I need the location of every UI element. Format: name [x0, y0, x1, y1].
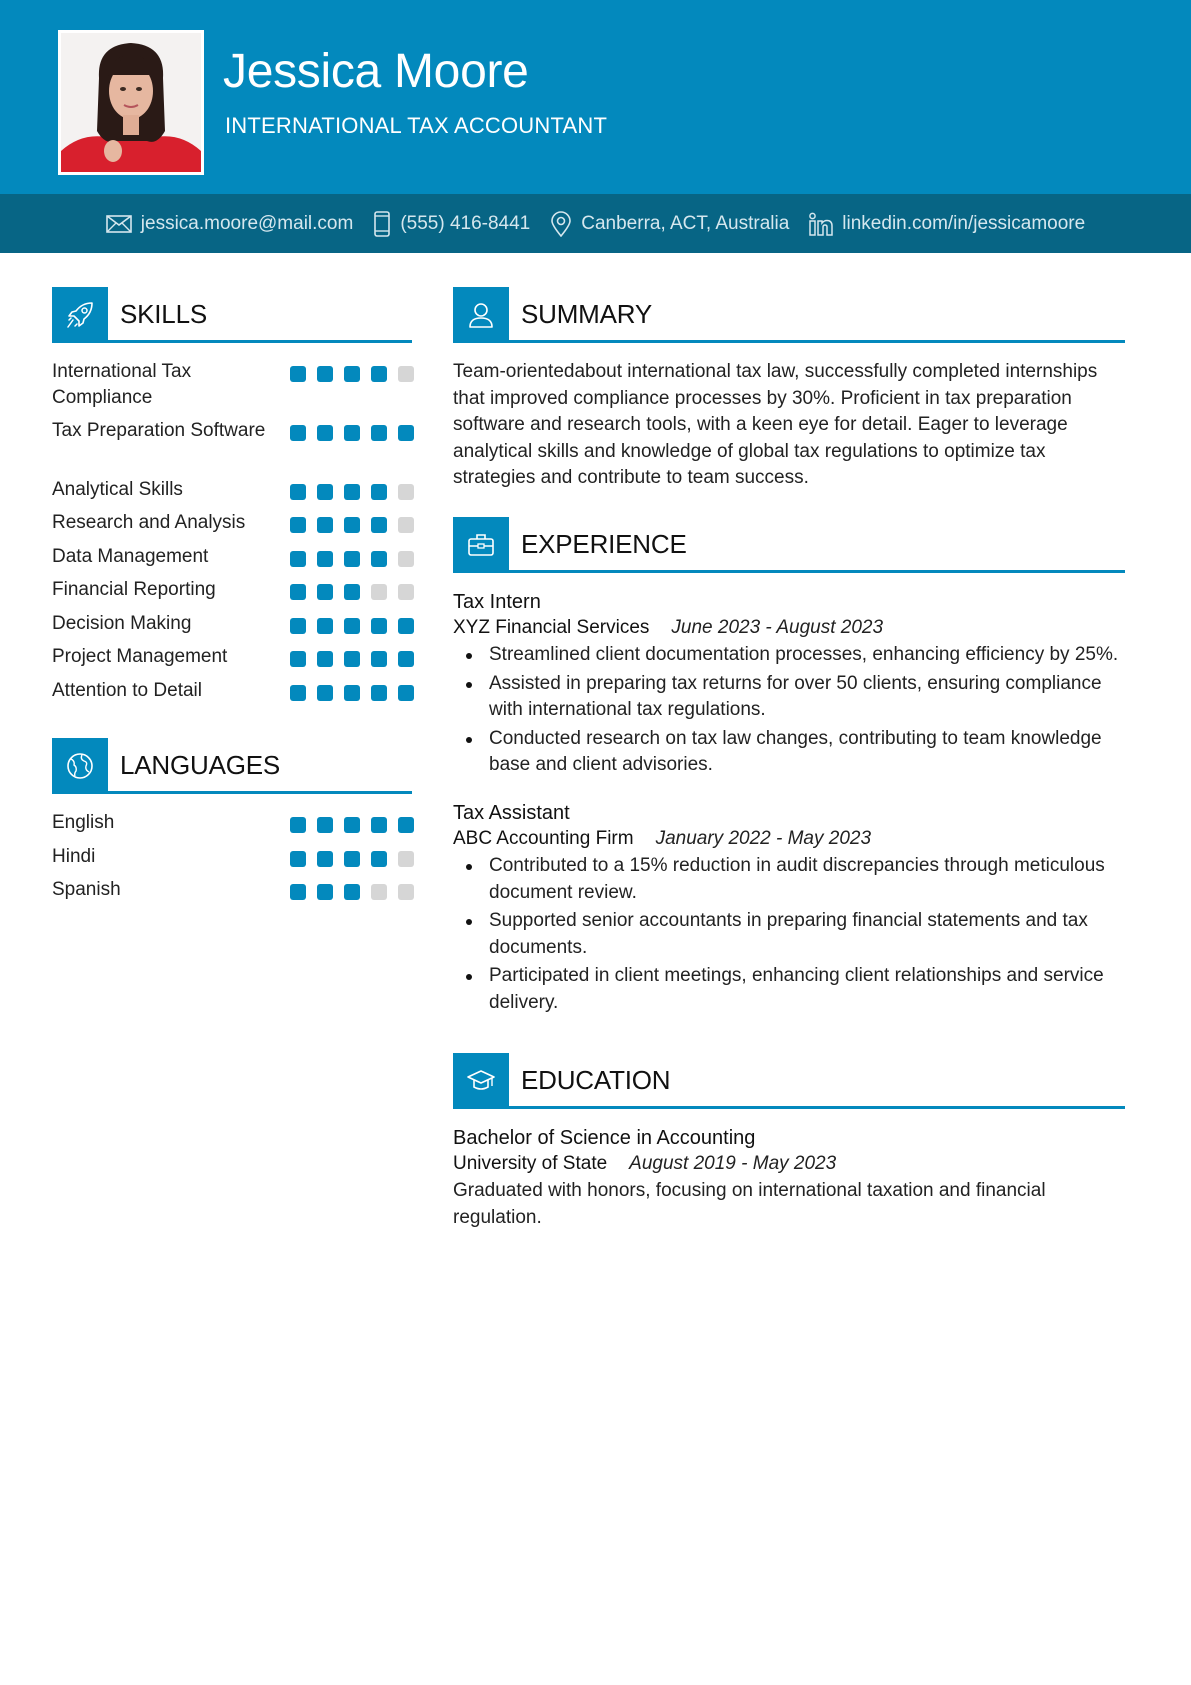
rating-dot-filled	[290, 851, 306, 867]
rating-dot-filled	[344, 551, 360, 567]
linkedin-icon	[809, 212, 833, 236]
job-dates: January 2022 - May 2023	[655, 828, 872, 849]
contact-location-text: Canberra, ACT, Australia	[581, 212, 790, 234]
rocket-icon	[65, 300, 95, 330]
rating-dot-filled	[398, 651, 414, 667]
skills-section-header	[52, 287, 412, 343]
rating-dot-filled	[290, 651, 306, 667]
skill-label: Tax Preparation Software	[52, 420, 266, 441]
contact-email[interactable]	[106, 213, 354, 235]
rating-dot-filled	[344, 584, 360, 600]
job-title: Tax Intern	[453, 591, 541, 613]
globe-icon	[65, 751, 95, 781]
envelope-icon	[106, 215, 132, 233]
rating-dot-filled	[398, 425, 414, 441]
rating-dot-empty	[371, 884, 387, 900]
rating-dot-filled	[317, 618, 333, 634]
skill-row	[52, 678, 414, 704]
job-bullet: Conducted research on tax law changes, contributing to team knowledge base and client advisories.	[453, 726, 1133, 779]
rating-dot-empty	[398, 584, 414, 600]
skill-rating	[290, 425, 414, 441]
skill-rating	[290, 584, 414, 600]
resume-header	[0, 0, 1191, 194]
candidate-name: Jessica Moore	[223, 45, 529, 98]
education-dates: August 2019 - May 2023	[629, 1153, 837, 1174]
job-bullet: Contributed to a 15% reduction in audit discrepancies through meticulous document review.	[453, 853, 1133, 906]
rating-dot-filled	[290, 484, 306, 500]
rating-dot-filled	[317, 884, 333, 900]
skill-row	[52, 418, 414, 444]
rating-dot-filled	[371, 551, 387, 567]
education-section-header	[453, 1053, 1125, 1109]
experience-icon-box	[453, 517, 509, 573]
skill-label: Attention to Detail	[52, 680, 202, 701]
languages-icon-box	[52, 738, 108, 794]
rating-dot-filled	[317, 685, 333, 701]
rating-dot-filled	[398, 817, 414, 833]
rating-dot-filled	[317, 517, 333, 533]
graduation-cap-icon	[466, 1066, 496, 1096]
rating-dot-filled	[290, 884, 306, 900]
education-meta	[453, 1153, 836, 1175]
education-description: Graduated with honors, focusing on international taxation and financial regulation.	[453, 1180, 1046, 1228]
rating-dot-filled	[317, 651, 333, 667]
rating-dot-filled	[344, 366, 360, 382]
language-row	[52, 877, 414, 903]
rating-dot-empty	[398, 851, 414, 867]
summary-section-header	[453, 287, 1125, 343]
education-degree: Bachelor of Science in Accounting	[453, 1127, 756, 1149]
rating-dot-filled	[290, 584, 306, 600]
skill-rating	[290, 685, 414, 701]
languages-section-header	[52, 738, 412, 794]
rating-dot-filled	[371, 517, 387, 533]
rating-dot-filled	[398, 685, 414, 701]
rating-dot-filled	[344, 425, 360, 441]
rating-dot-filled	[290, 618, 306, 634]
rating-dot-filled	[371, 618, 387, 634]
contact-location	[550, 211, 789, 237]
rating-dot-filled	[344, 685, 360, 701]
education-heading: EDUCATION	[521, 1065, 671, 1095]
job-bullet: Supported senior accountants in preparing financial statements and tax documents.	[453, 908, 1133, 961]
rating-dot-filled	[290, 366, 306, 382]
experience-section-header	[453, 517, 1125, 573]
map-pin-icon	[550, 211, 572, 237]
contact-phone[interactable]	[373, 211, 530, 237]
rating-dot-filled	[371, 366, 387, 382]
rating-dot-empty	[371, 584, 387, 600]
job-meta	[453, 617, 883, 639]
skills-heading: SKILLS	[120, 299, 207, 329]
skill-rating	[290, 484, 414, 500]
experience-heading: EXPERIENCE	[521, 529, 687, 559]
rating-dot-empty	[398, 366, 414, 382]
job-company: XYZ Financial Services	[453, 617, 650, 638]
rating-dot-filled	[317, 817, 333, 833]
rating-dot-filled	[344, 651, 360, 667]
rating-dot-filled	[371, 425, 387, 441]
skill-label: Research and Analysis	[52, 512, 246, 533]
rating-dot-filled	[398, 618, 414, 634]
rating-dot-filled	[344, 517, 360, 533]
language-rating	[290, 817, 414, 833]
skill-row	[52, 644, 414, 670]
skill-row	[52, 359, 414, 411]
rating-dot-empty	[398, 551, 414, 567]
rating-dot-filled	[290, 817, 306, 833]
job-dates: June 2023 - August 2023	[671, 617, 884, 638]
skill-label: Data Management	[52, 546, 209, 567]
rating-dot-empty	[398, 484, 414, 500]
skill-label: Decision Making	[52, 613, 192, 634]
rating-dot-filled	[317, 584, 333, 600]
skill-rating	[290, 366, 414, 382]
skill-label: Analytical Skills	[52, 479, 183, 500]
rating-dot-filled	[371, 817, 387, 833]
language-label: English	[52, 812, 115, 833]
job-bullet: Streamlined client documentation processes, enhancing efficiency by 25%.	[453, 642, 1133, 669]
skill-rating	[290, 651, 414, 667]
briefcase-icon	[466, 530, 496, 560]
rating-dot-filled	[344, 884, 360, 900]
skills-icon-box	[52, 287, 108, 343]
skill-row	[52, 544, 414, 570]
job-bullets	[453, 853, 1133, 1018]
rating-dot-filled	[317, 551, 333, 567]
skill-rating	[290, 517, 414, 533]
rating-dot-empty	[398, 517, 414, 533]
rating-dot-filled	[371, 651, 387, 667]
rating-dot-filled	[290, 425, 306, 441]
job-bullets	[453, 642, 1133, 781]
candidate-title: INTERNATIONAL TAX ACCOUNTANT	[225, 113, 608, 138]
job-bullet: Assisted in preparing tax returns for over 50 clients, ensuring compliance with international tax regulations.	[453, 671, 1133, 724]
job-company: ABC Accounting Firm	[453, 828, 634, 849]
skill-row	[52, 611, 414, 637]
skill-label: Financial Reporting	[52, 579, 216, 600]
rating-dot-filled	[317, 425, 333, 441]
language-row	[52, 844, 414, 870]
language-label: Spanish	[52, 879, 121, 900]
language-label: Hindi	[52, 846, 96, 867]
job-title: Tax Assistant	[453, 802, 570, 824]
summary-heading: SUMMARY	[521, 299, 653, 329]
language-row	[52, 810, 414, 836]
skill-label: International Tax Compliance	[52, 361, 192, 408]
skill-row	[52, 510, 414, 536]
contact-email-text: jessica.moore@mail.com	[140, 212, 354, 234]
rating-dot-filled	[317, 366, 333, 382]
contact-linkedin[interactable]	[809, 212, 1085, 236]
skill-row	[52, 477, 414, 503]
profile-photo	[58, 30, 204, 175]
skill-row	[52, 577, 414, 603]
phone-icon	[373, 211, 391, 237]
rating-dot-filled	[290, 551, 306, 567]
rating-dot-filled	[344, 618, 360, 634]
languages-heading: LANGUAGES	[120, 750, 281, 780]
contact-linkedin-text: linkedin.com/in/jessicamoore	[842, 212, 1086, 234]
language-rating	[290, 884, 414, 900]
rating-dot-filled	[344, 851, 360, 867]
profile-photo-image	[61, 33, 201, 172]
skill-label: Project Management	[52, 646, 228, 667]
rating-dot-filled	[371, 685, 387, 701]
job-bullet: Participated in client meetings, enhancing client relationships and service delivery.	[453, 963, 1133, 1016]
rating-dot-filled	[344, 484, 360, 500]
skill-rating	[290, 618, 414, 634]
rating-dot-filled	[317, 851, 333, 867]
summary-icon-box	[453, 287, 509, 343]
education-school: University of State	[453, 1153, 608, 1174]
user-icon	[466, 300, 496, 330]
rating-dot-filled	[371, 484, 387, 500]
rating-dot-filled	[371, 851, 387, 867]
job-meta	[453, 828, 871, 850]
rating-dot-filled	[290, 685, 306, 701]
rating-dot-filled	[344, 817, 360, 833]
contact-bar	[0, 194, 1191, 253]
skill-rating	[290, 551, 414, 567]
language-rating	[290, 851, 414, 867]
rating-dot-empty	[398, 884, 414, 900]
rating-dot-filled	[290, 517, 306, 533]
summary-text: Team-orientedabout international tax law, successfully completed internships that improved compliance processes by 30%. Proficient in tax preparation software and research tools, with a keen eye for detail. Eager to leverage analytical skills and knowledge of global tax regulations to optimize tax strategies and contribute to team success.	[453, 361, 1098, 488]
rating-dot-filled	[317, 484, 333, 500]
contact-phone-text: (555) 416-8441	[400, 212, 531, 234]
education-icon-box	[453, 1053, 509, 1109]
